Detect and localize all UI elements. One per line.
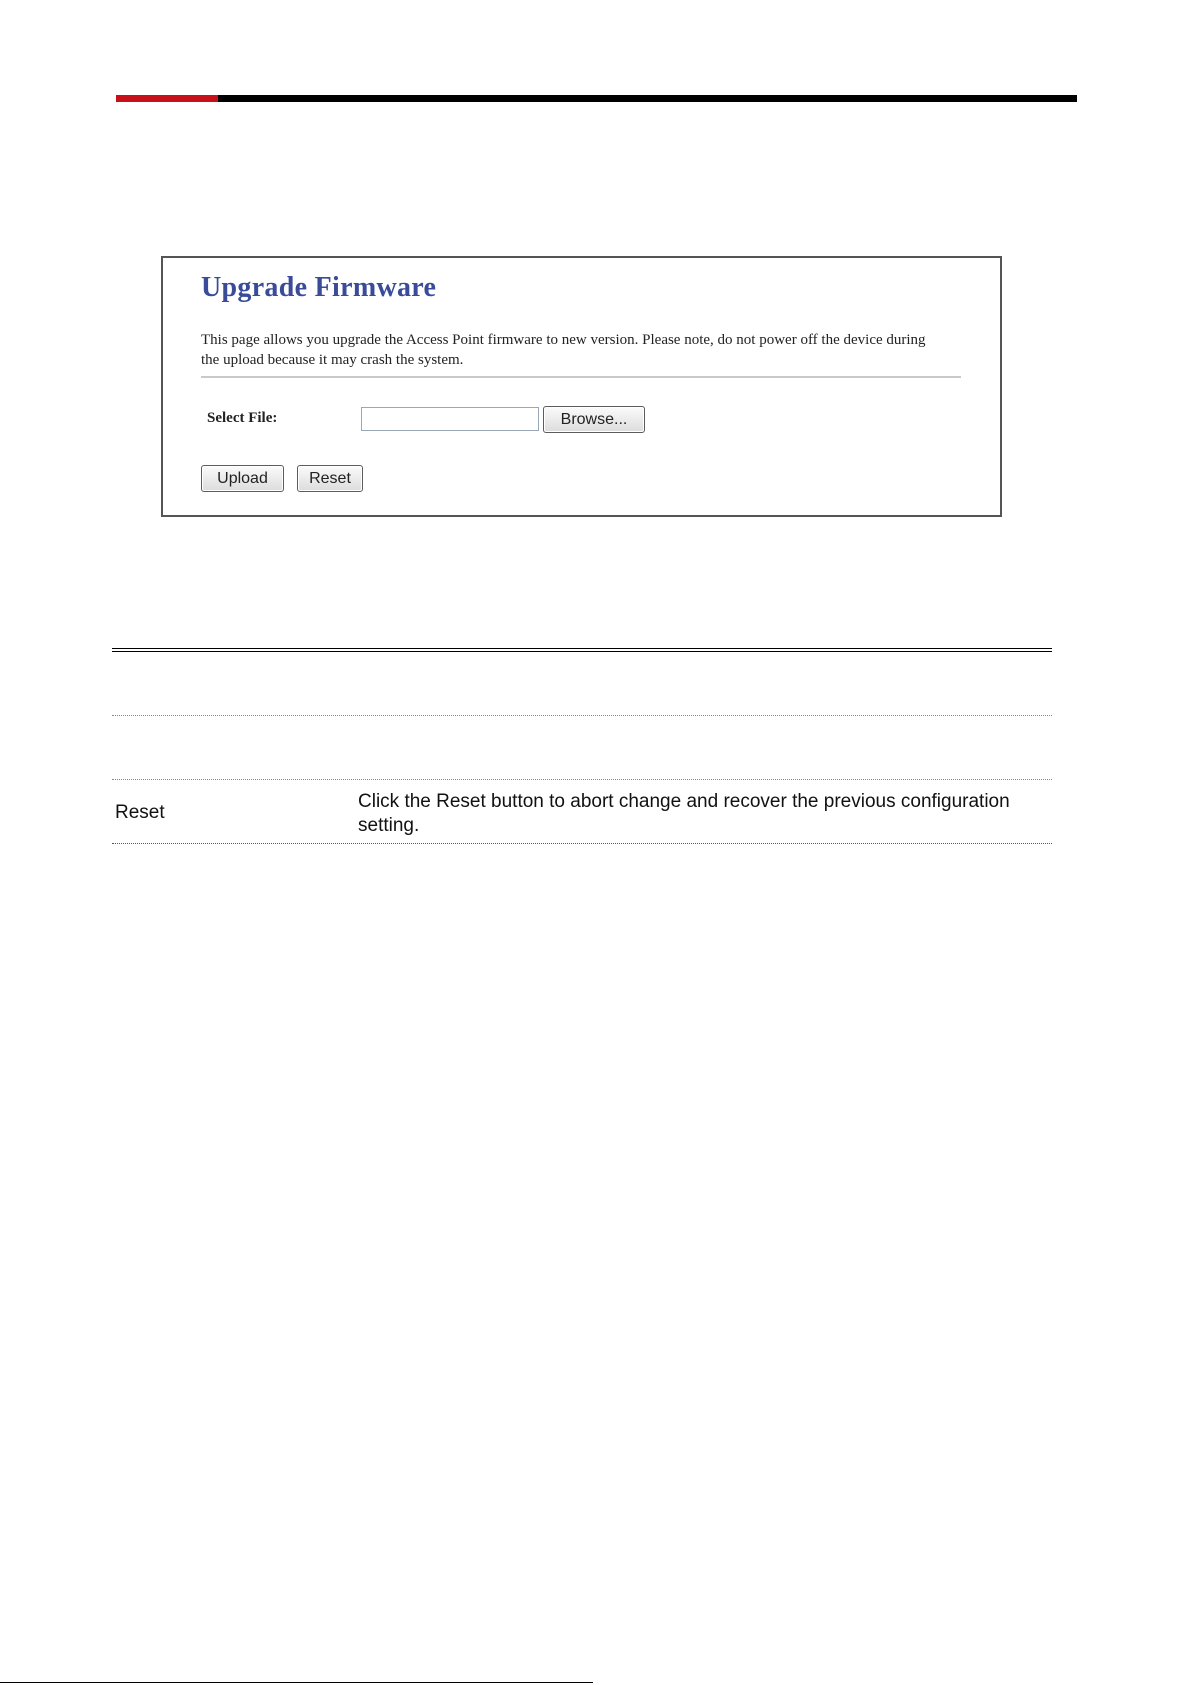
browse-button[interactable]: Browse... bbox=[543, 406, 645, 433]
panel-title: Upgrade Firmware bbox=[201, 272, 437, 303]
parameter-table bbox=[112, 648, 1052, 844]
header-rule bbox=[116, 95, 1077, 102]
panel-divider bbox=[201, 376, 961, 378]
footer-rule bbox=[0, 1682, 593, 1683]
row-name-reset: Reset bbox=[115, 802, 165, 823]
select-file-label: Select File: bbox=[207, 410, 278, 426]
upload-button[interactable]: Upload bbox=[201, 465, 284, 492]
upgrade-firmware-panel bbox=[161, 256, 1002, 517]
table-row bbox=[112, 652, 1052, 716]
panel-description: This page allows you upgrade the Access Point firmware to new version. Please note, do not power off the device during the upload because it may crash the system. bbox=[201, 332, 926, 368]
row-description-reset: Click the Reset button to abort change and recover the previous configuration setting. bbox=[358, 791, 1010, 836]
file-path-input[interactable] bbox=[361, 407, 539, 431]
table-row bbox=[112, 716, 1052, 780]
reset-button[interactable]: Reset bbox=[297, 465, 363, 492]
header-rule-accent bbox=[116, 95, 218, 102]
table-row bbox=[112, 780, 1052, 844]
